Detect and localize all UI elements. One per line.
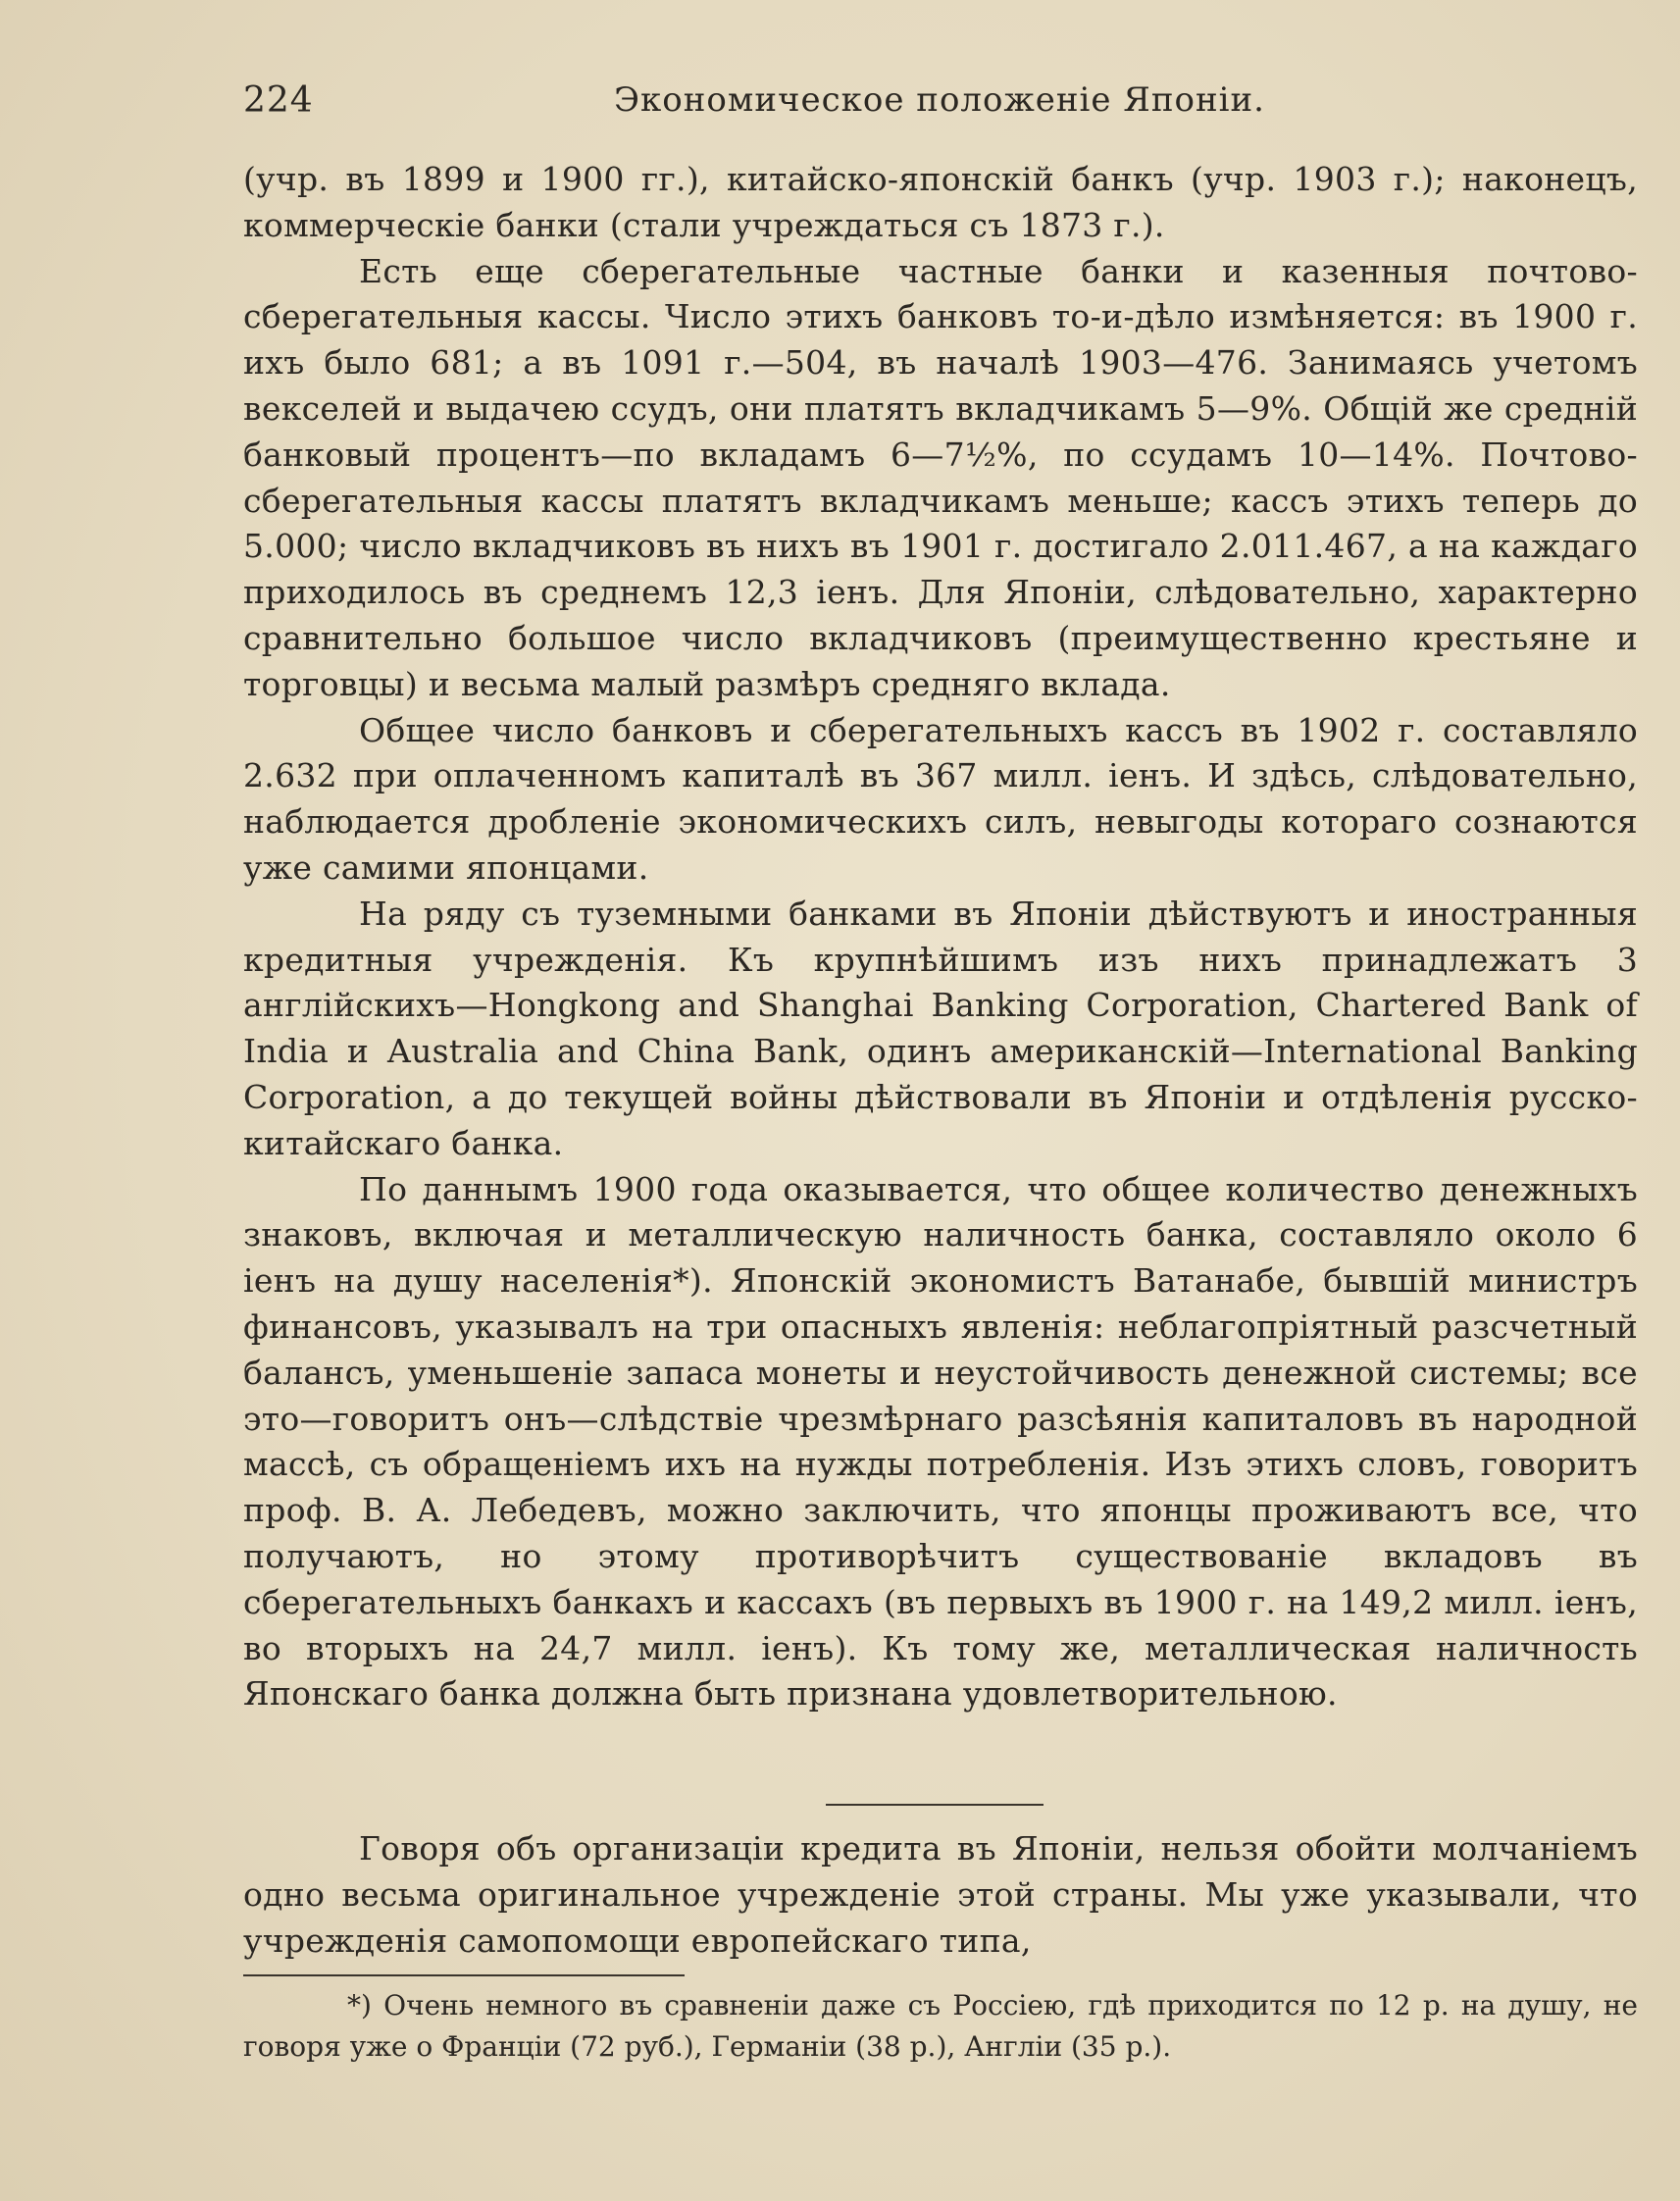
section-divider [826, 1804, 1044, 1806]
paragraph-total-banks: Общее число банковъ и сберегательныхъ кассъ въ 1902 г. составляло 2.632 при оплаченномъ капиталѣ въ 367 милл. іенъ. И здѣсь, слѣдовательно, наблюдается дробленіе экономическихъ силъ, невыгоды котораго сознаются уже самими японцами. [243, 710, 1638, 887]
next-section-text [243, 1826, 1638, 1964]
footnote [243, 1985, 1638, 2068]
paragraph-money-supply: По даннымъ 1900 года оказывается, что общее количество денежныхъ знаковъ, включая и металлическую наличность банка, составляло около 6 іенъ на душу населенія*). Японскій экономистъ Ватанабе, бывшій министръ финансовъ, указывалъ на три опасныхъ явленія: неблагопріятный разсчетный балансъ, уменьшеніе запаса монеты и неустойчивость денежной системы; все это—говоритъ онъ—слѣдствіе чрезмѣрнаго разсѣянія капиталовъ въ народной массѣ, съ обращеніемъ ихъ на нужды потребленія. Изъ этихъ словъ, говоритъ проф. В. А. Лебедевъ, можно заключить, что японцы проживаютъ все, что получаютъ, но этому противорѣчитъ существованіе вкладовъ въ сберегательныхъ банкахъ и кассахъ (въ первыхъ въ 1900 г. на 149,2 милл. іенъ, во вторыхъ на 24,7 милл. іенъ). Къ тому же, металлическая наличность Японскаго банка должна быть признана удовлетворительною. [243, 1169, 1638, 1714]
paragraph-banks-continued: (учр. въ 1899 и 1900 гг.), китайско-японскій банкъ (учр. 1903 г.); наконецъ, коммерческіе банки (стали учреждаться съ 1873 г.). [243, 160, 1638, 244]
footnote-divider [243, 1974, 685, 1976]
paragraph-savings-banks: Есть еще сберегательные частные банки и казенныя почтово-сберегательныя кассы. Число этихъ банковъ то-и-дѣло измѣняется: въ 1900 г. ихъ было 681; а въ 1091 г.—504, въ началѣ 1903—476. Занимаясь учетомъ векселей и выдачею ссудъ, они платятъ вкладчикамъ 5—9%. Общій же средній банковый процентъ—по вкладамъ 6—7½%, по ссудамъ 10—14%. Почтово-сберегательныя кассы платятъ вкладчикамъ меньше; кассъ этихъ теперь до 5.000; число вкладчиковъ въ нихъ въ 1901 г. достигало 2.011.467, а на каждаго приходилось въ среднемъ 12,3 іенъ. Для Японіи, слѣдовательно, характерно сравнительно большое число вкладчиковъ (преимущественно крестьяне и торговцы) и весьма малый размѣръ средняго вклада. [243, 251, 1638, 703]
running-head [243, 80, 1638, 129]
paragraph-foreign-banks: На ряду съ туземными банками въ Японіи дѣйствуютъ и иностранныя кредитныя учрежденія. Къ крупнѣйшимъ изъ нихъ принадлежатъ 3 англійскихъ—Hongkong and Shanghai Banking Corporation, Chartered Bank of India и Australia and China Bank, одинъ американскій—International Banking Corporation, а до текущей войны дѣйствовали въ Японіи и отдѣленія русско-китайскаго банка. [243, 894, 1638, 1162]
running-title: Экономическое положеніе Японіи. [614, 80, 1265, 120]
main-text [243, 157, 1638, 1717]
paragraph-credit-organization: Говоря объ организаціи кредита въ Японіи, нельзя обойти молчаніемъ одно весьма оригинальное учрежденіе этой страны. Мы уже указывали, что учрежденія самопомощи европейскаго типа, [243, 1829, 1638, 1960]
footnote-text: *) Очень немного въ сравненіи даже съ Россіею, гдѣ приходится по 12 р. на душу, не говоря уже о Франціи (72 руб.), Германіи (38 р.), Англіи (35 р.). [243, 1989, 1638, 2063]
page-number: 224 [243, 80, 314, 121]
